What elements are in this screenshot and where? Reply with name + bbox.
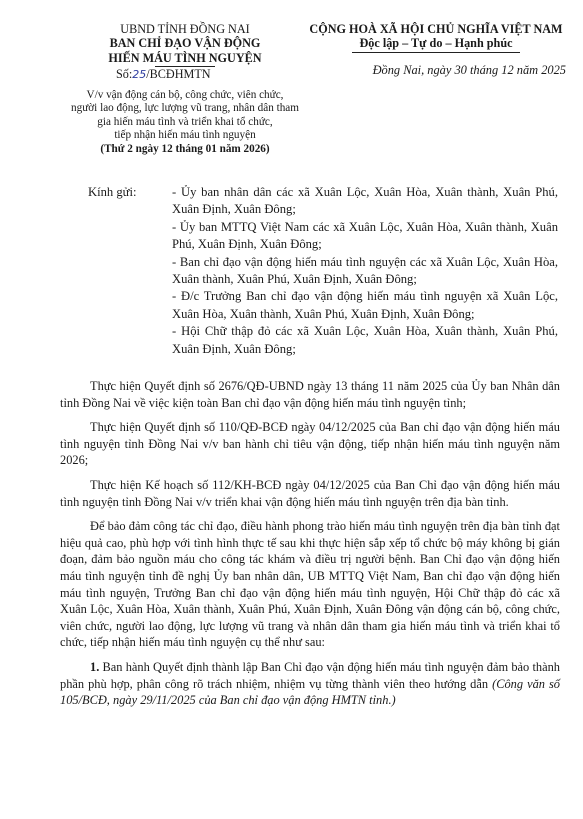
document-date: Đồng Nai, ngày 30 tháng 12 năm 2025: [372, 62, 566, 77]
body-paragraph: Thực hiện Quyết định số 110/QĐ-BCĐ ngày 04/12/2025 của Ban chỉ đạo vận động hiến máu tình nguyện tỉnh Đồng Nai v/v ban hành chỉ tiêu vận động, tiếp nhận hiến máu tình nguyện năm 2026;: [60, 420, 560, 468]
subject-line: tiếp nhận hiến máu tình nguyện: [114, 129, 256, 142]
subject-line: V/v vận động cán bộ, công chức, viên chức,: [86, 88, 284, 101]
subject-line: người lao động, lực lượng vũ trang, nhân dân tham: [71, 102, 299, 115]
document-number-handwritten: 25: [132, 68, 147, 82]
recipient-item: - Ủy ban MTTQ Việt Nam các xã Xuân Lộc, Xuân Hòa, Xuân thành, Xuân Phú, Xuân Định, Xuân Đông;: [172, 219, 558, 252]
document-number: [60, 67, 310, 82]
national-motto: Độc lập – Tự do – Hạnh phúc: [359, 36, 513, 51]
recipient-item: - Đ/c Trưởng Ban chỉ đạo vận động hiến máu tình nguyện xã Xuân Lộc, Xuân Hòa, Xuân thành, Xuân Phú, Xuân Định, Xuân Đông;: [172, 289, 558, 321]
item-reference: (Công văn số 105/BCĐ, ngày 29/11/2025 của Ban chỉ đạo vận động HMTN tỉnh.): [60, 676, 560, 708]
document-number-code: /BCĐHMTN: [146, 67, 211, 82]
body-paragraph: Thực hiện Kế hoạch số 112/KH-BCĐ ngày 04/12/2025 của Ban Chỉ đạo vận động hiến máu tình nguyện tỉnh Đồng Nai v/v triển khai vận động hiến máu tình nguyện trên địa bàn tỉnh.: [60, 477, 560, 509]
header-divider-right: [352, 52, 520, 53]
province-committee: UBND TỈNH ĐỒNG NAI: [120, 22, 250, 36]
national-title: CỘNG HOÀ XÃ HỘI CHỦ NGHĨA VIỆT NAM: [309, 22, 563, 36]
recipients-label: Kính gửi:: [88, 185, 137, 199]
body-paragraph: Để bảo đảm công tác chỉ đạo, điều hành phong trào hiến máu tình nguyện trên địa bàn tỉnh đạt hiệu quả cao, phù hợp với tình hình thực tế sau khi thực hiện sắp xếp tổ chức bộ máy không bị gián đoạn, đảm bảo nguồn máu cho công tác khám và điều trị người bệnh. Ban Chỉ đạo vận động hiến máu tình nguyện tỉnh đề nghị Ủy ban nhân dân, UB MTTQ Việt Nam, Ban chỉ đạo vận động hiến máu tình nguyện, Trưởng Ban chỉ đạo vận động hiến máu tình nguyện, Hội Chữ thập đỏ các xã Xuân Lộc, Xuân Hòa, Xuân thành, Xuân Phú, Xuân Định, Xuân Đông vận động cán bộ, công chức, viên chức, người lao động, lực lượng vũ trang và nhân dân tham gia hiến máu tình và triển khai tổ chức, tiếp nhận hiến máu tình nguyện cụ thể như sau:: [60, 519, 560, 650]
recipients-list: [88, 184, 558, 358]
document-number-label: Số:: [116, 67, 133, 82]
recipient-item: - Ban chỉ đạo vận động hiến máu tình nguyện các xã Xuân Lộc, Xuân Hòa, Xuân thành, Xuân Phú, Xuân Định, Xuân Đông;: [172, 254, 558, 287]
item-number: 1.: [90, 659, 100, 674]
national-header: [302, 22, 570, 77]
recipients-block: [88, 184, 558, 358]
item-text: Ban hành Quyết định thành lập Ban Chỉ đạo vận động hiến máu tình nguyện đảm bảo thành phần phù hợp, phân công rõ trách nhiệm, nhiệm vụ từng thành viên theo hướng dẫn: [60, 659, 560, 691]
issuing-agency-header: [60, 22, 310, 157]
subject-date-note: (Thứ 2 ngày 12 tháng 01 năm 2026): [100, 143, 270, 155]
subject-line: gia hiến máu tình và triển khai tổ chức,: [97, 115, 273, 128]
body-paragraph: Thực hiện Quyết định số 2676/QĐ-UBND ngày 13 tháng 11 năm 2025 của Ủy ban Nhân dân tỉnh Đồng Nai về việc kiện toàn Ban chỉ đạo vận động hiến máu tình nguyện tỉnh;: [60, 379, 560, 410]
numbered-item-1: [60, 659, 560, 709]
steering-committee-name: BAN CHỈ ĐẠO VẬN ĐỘNG: [109, 36, 261, 51]
recipient-item: - Ủy ban nhân dân các xã Xuân Lộc, Xuân Hòa, Xuân thành, Xuân Phú, Xuân Định, Xuân Đông;: [172, 185, 558, 217]
steering-committee-name-2: HIẾN MÁU TÌNH NGUYỆN: [108, 50, 262, 65]
document-body: [60, 378, 560, 709]
document-subject: [60, 89, 310, 157]
recipient-item: - Hội Chữ thập đỏ các xã Xuân Lộc, Xuân Hòa, Xuân thành, Xuân Phú, Xuân Định, Xuân Đông;: [172, 324, 558, 356]
